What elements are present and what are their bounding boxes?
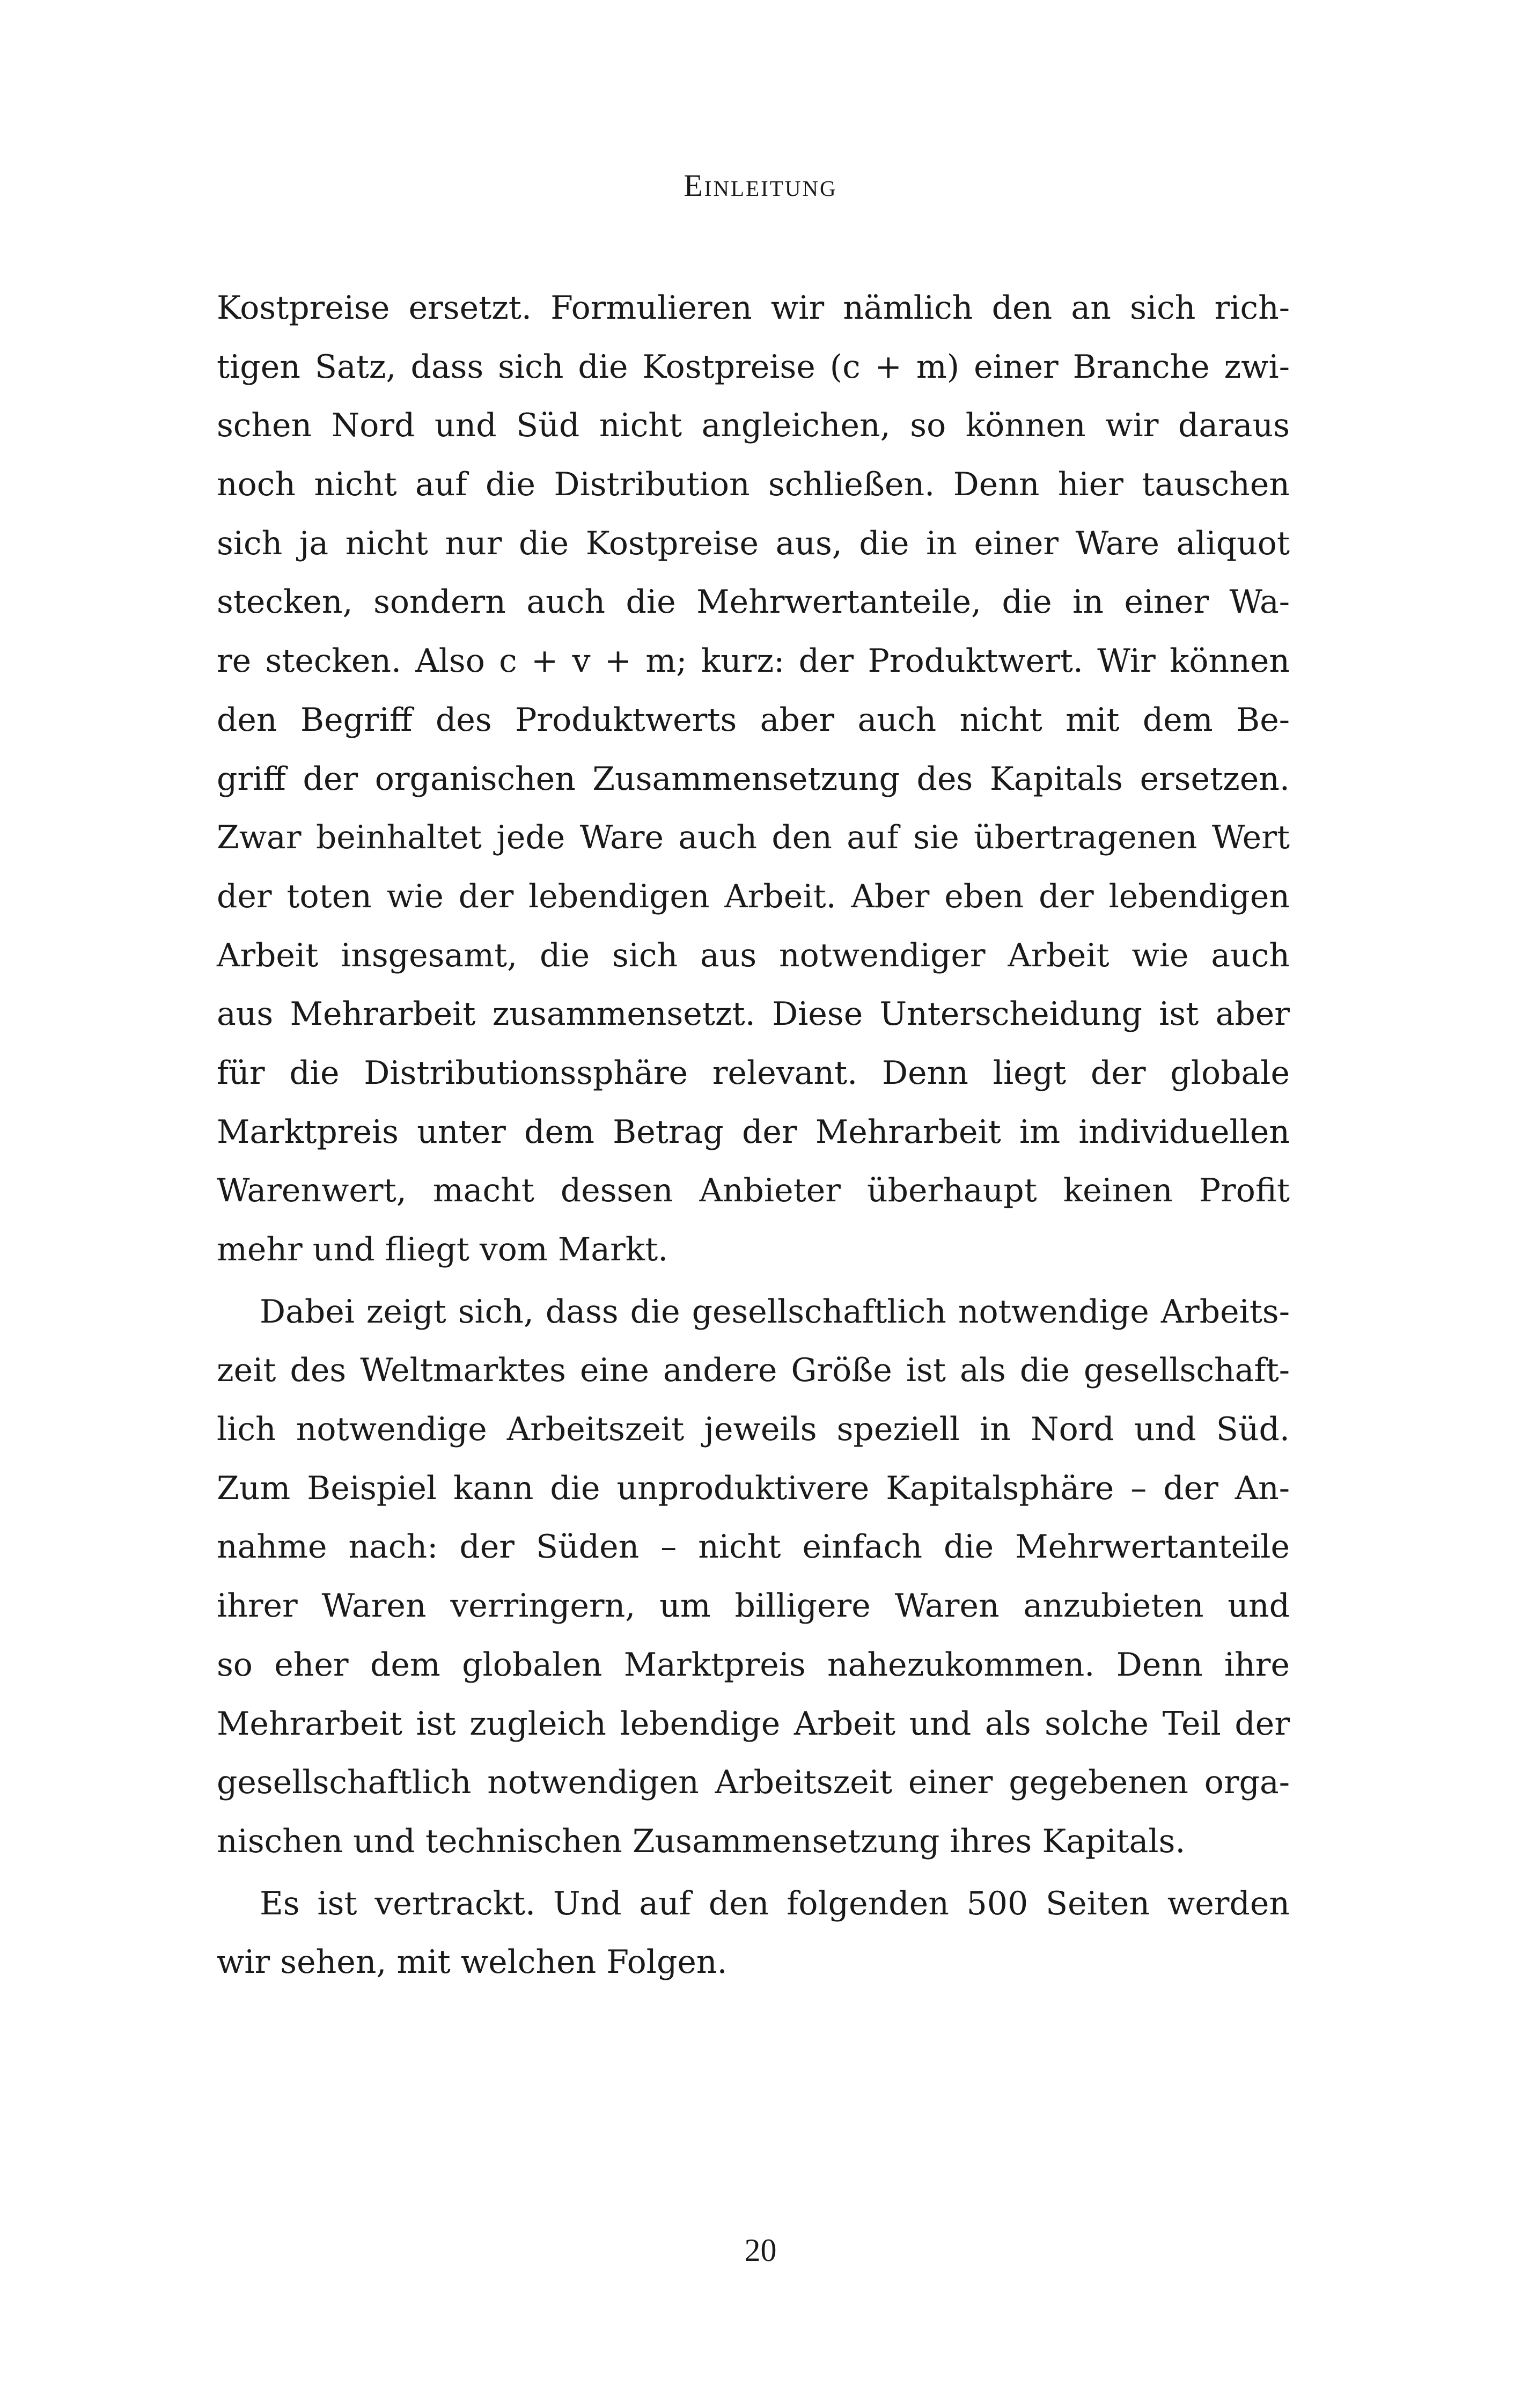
- text-line: gesellschaftlich notwendigen Arbeitszeit einer gegebenen orga-: [217, 1764, 1290, 1802]
- text-line: nahme nach: der Süden – nicht einfach die Mehrwertanteile: [217, 1528, 1290, 1566]
- text-line: für die Distributionssphäre relevant. Denn liegt der globale: [217, 1054, 1290, 1092]
- text-line: Zwar beinhaltet jede Ware auch den auf sie übertragenen Wert: [217, 819, 1290, 857]
- text-line: schen Nord und Süd nicht angleichen, so können wir daraus: [217, 407, 1290, 445]
- text-line: stecken, sondern auch die Mehrwertanteile, die in einer Wa-: [217, 583, 1290, 621]
- text-line: re stecken. Also c + v + m; kurz: der Produktwert. Wir können: [217, 642, 1290, 680]
- text-line: Marktpreis unter dem Betrag der Mehrarbeit im individuellen: [217, 1113, 1290, 1151]
- text-line: nischen und technischen Zusammensetzung ihres Kapitals.: [217, 1822, 1186, 1860]
- running-head-title: Einleitung: [684, 168, 837, 203]
- text-line: lich notwendige Arbeitszeit jeweils speziell in Nord und Süd.: [217, 1411, 1290, 1449]
- text-line: so eher dem globalen Marktpreis nahezukommen. Denn ihre: [217, 1646, 1290, 1684]
- page-number: 20: [744, 2233, 777, 2268]
- text-line: wir sehen, mit welchen Folgen.: [217, 1943, 728, 1981]
- text-line: Warenwert, macht dessen Anbieter überhaupt keinen Profit: [217, 1172, 1290, 1210]
- text-line: Arbeit insgesamt, die sich aus notwendiger Arbeit wie auch: [217, 936, 1290, 974]
- body-text: [217, 279, 1290, 1992]
- text-line: griff der organischen Zusammensetzung des Kapitals ersetzen.: [217, 760, 1290, 798]
- text-line: ihrer Waren verringern, um billigere Waren anzubieten und: [217, 1587, 1290, 1625]
- text-line: Zum Beispiel kann die unproduktivere Kapitalsphäre – der An-: [217, 1469, 1290, 1507]
- text-line: den Begriff des Produktwerts aber auch nicht mit dem Be-: [217, 701, 1290, 739]
- text-line: aus Mehrarbeit zusammensetzt. Diese Unterscheidung ist aber: [217, 995, 1290, 1033]
- text-line: der toten wie der lebendigen Arbeit. Aber eben der lebendigen: [217, 877, 1290, 915]
- text-line: Mehrarbeit ist zugleich lebendige Arbeit und als solche Teil der: [217, 1705, 1290, 1743]
- text-line: Dabei zeigt sich, dass die gesellschaftlich notwendige Arbeits-: [260, 1293, 1290, 1331]
- text-line: Kostpreise ersetzt. Formulieren wir nämlich den an sich rich-: [217, 289, 1290, 327]
- text-line: tigen Satz, dass sich die Kostpreise (c + m) einer Branche zwi-: [217, 348, 1290, 386]
- text-line: noch nicht auf die Distribution schließen. Denn hier tauschen: [217, 466, 1290, 504]
- text-line: zeit des Weltmarktes eine andere Größe ist als die gesellschaft-: [217, 1352, 1290, 1390]
- text-line: sich ja nicht nur die Kostpreise aus, die in einer Ware aliquot: [217, 524, 1290, 562]
- text-line: mehr und fliegt vom Markt.: [217, 1231, 668, 1268]
- text-line: Es ist vertrackt. Und auf den folgenden 500 Seiten werden: [260, 1884, 1290, 1922]
